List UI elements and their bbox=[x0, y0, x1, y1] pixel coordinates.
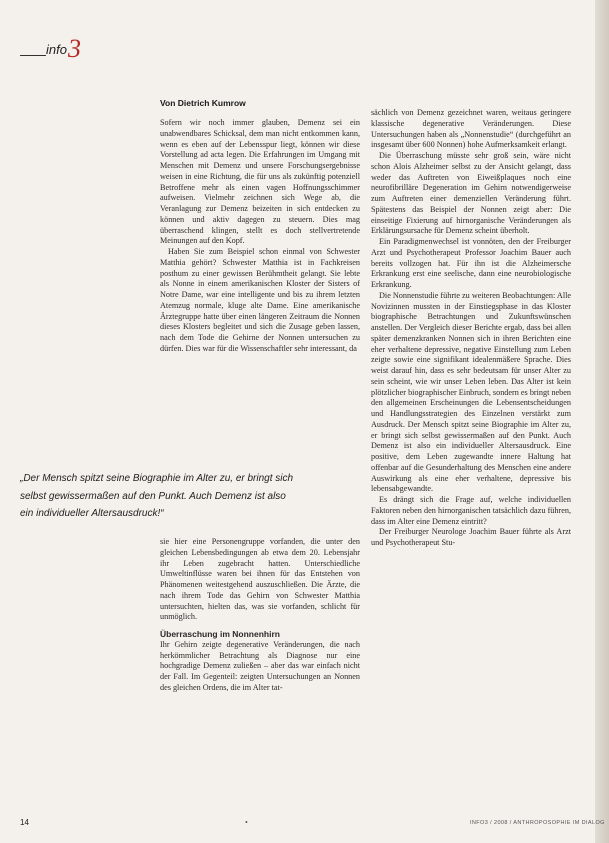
article-column-left-top bbox=[160, 118, 360, 355]
pull-quote bbox=[20, 470, 368, 523]
paragraph: Die Nonnenstudie führte zu weiteren Beobachtungen: Alle Novizinnen mussten in der Einstiegsphase in das Kloster biographische Betrachtungen und Zukunftswünschen anstellen. Der Vergleich dieser Berichte ergab, dass bei allen später demenzkranken Nonnen sich in ihren Berichten eine eher verhaltene depressive, negative Einstellung zum Leben zeigte sowie eine signifikant idealenmäßere Sprache. Dies weist darauf hin, dass es sehr bedeutsam für unser Alter zu sein scheint, wie wir unser Leben leben. Das Alter ist kein plötzlicher biographischer Einbruch, sondern es bringt neben den allgemeinen Erscheinungen die Lebensentscheidungen und Handlungsstrategien des Einzelnen verstärkt zum Ausdruck. Der Mensch spitzt seine Biographie im Alter zu, er bringt sich selbst gewissermaßen auf den Punkt. Auch Demenz ist also ein individueller Altersausdruck. Eine positive, dem Leben zugewandte innere Haltung hat offenbar auf die Gesunderhaltung des Menschen eine andere Auswirkung als eine eher verhaltene, depressive bis lebensabgewandte. bbox=[371, 290, 571, 494]
author-byline: Von Dietrich Kumrow bbox=[160, 98, 246, 108]
logo-number: 3 bbox=[68, 34, 81, 63]
logo-rule bbox=[20, 55, 46, 56]
paragraph: Der Freiburger Neurologe Joachim Bauer führte als Arzt und Psychotherapeut Stu- bbox=[371, 527, 571, 547]
paragraph: Die Überraschung müsste sehr groß sein, wäre nicht schon Alois Alzheimer selbst zu der Ansicht gelangt, dass weder das Auftreten von Eiweißplaques noch eine neurofibrilläre Degeneration im Gehirn notwendigerweise zum Auftreten einer demenziellen Veränderung führt. Spätestens das Beispiel der Nonnen zeigt aber: Die einseitige Fixierung auf hirnorganische Veränderungen als Erklärungsursache für Demenz scheint überholt. bbox=[371, 151, 571, 236]
article-column-left-bottom bbox=[160, 537, 360, 694]
page-number: 14 bbox=[20, 818, 29, 827]
paragraph: sie hier eine Personengruppe vorfanden, die unter den gleichen Lebensbedingungen ab etwa dem 20. Lebensjahr ihr Leben zugebracht hatten. Unterschiedliche Umweltinflüsse waren bei ihnen für das Entstehen von Phänomenen weitestgehend auszuschließen. Die Ärzte, die nach ihrem Tode das Gehirn von Schwester Matthia untersuchten, hielten das, was sie vorfanden, schlicht für unmöglich. bbox=[160, 537, 360, 622]
paragraph: Haben Sie zum Beispiel schon einmal von Schwester Matthia gehört? Schwester Matthia ist in Fachkreisen posthum zu einer gewissen Berühmtheit gelangt. Sie lebte als Nonne in einem amerikanischen Kloster der Sisters of Notre Dame, war eine intelligente und bis zu ihrem letzten Atemzug normale, kluge alte Dame. Eine amerikanische Ärztegruppe hatte über einen längeren Zeitraum die Nonnen dieses Klosters begleitet und sich die Zusage geben lassen, nach dem Tode die Gehirne der Nonnen untersuchen zu dürfen. Dies war für die Wissenschaftler sehr interessant, da bbox=[160, 247, 360, 353]
section-subheading: Überraschung im Nonnenhirn bbox=[160, 629, 280, 639]
paragraph: Ihr Gehirn zeigte degenerative Veränderungen, die nach herkömmlicher Betrachtung als Diagnose nur eine hochgradige Demenz zuließen – aber das war einfach nicht der Fall. Im Gegenteil: zeigten Untersuchungen an Nonnen des gleichen Ordens, die im Alter tat- bbox=[160, 639, 360, 692]
footer-dot: • bbox=[245, 818, 248, 827]
page-edge bbox=[595, 0, 609, 843]
paragraph: Ein Paradigmenwechsel ist vonnöten, den der Freiburger Arzt und Psychotherapeut Professor Joachim Bauer auch bereits vollzogen hat. Für ihn ist die Alzheimersche Erkrankung erst eine seelische, dann eine neurobiologische Erkrankung. bbox=[371, 237, 571, 289]
paragraph: Sofern wir noch immer glauben, Demenz sei ein unabwendbares Schicksal, dem man nicht entkommen kann, wenn es eben auf der Lebensspur liegt, können wir diese Vorstellung ad acta legen. Die Erfahrungen im Umgang mit Menschen mit Demenz und unsere Forschungsergebnisse weisen in eine Richtung, die für uns als zukünftig potenziell Betroffene mehr als einen vagen Hoffnungsschimmer aufweisen. Vielmehr zeichnen sich Wege ab, die Veranlagung zur Demenz beizeiten in sich entdecken zu können und aktiv dagegen zu steuern. Dies mag überraschend klingen, stellt es doch stellvertretende Meinungen auf den Kopf. bbox=[160, 118, 360, 246]
footer-magazine-line: INFO3 / 2008 / ANTHROPOSOPHIE IM DIALOG bbox=[470, 820, 605, 826]
article-column-right bbox=[371, 108, 571, 549]
paragraph: sächlich von Demenz gezeichnet waren, weitaus geringere klassische degenerative Veränderungen. Diese Untersuchungen haben als „Nonnenstudie“ (durchgeführt an insgesamt über 600 Nonnen) hohe Aufmerksamkeit erlangt. bbox=[371, 108, 571, 150]
pull-quote-line: „Der Mensch spitzt seine Biographie im Alter zu, er bringt sich bbox=[20, 473, 294, 484]
magazine-logo bbox=[20, 34, 81, 64]
pull-quote-line: selbst gewissermaßen auf den Punkt. Auch Demenz ist also bbox=[20, 490, 286, 502]
paragraph: Es drängt sich die Frage auf, welche individuellen Faktoren neben den hirnorganischen tatsächlich dazu führen, dass im Alter eine Demenz eintritt? bbox=[371, 495, 571, 526]
logo-text: info bbox=[46, 42, 67, 57]
pull-quote-line: ein individueller Altersausdruck!“ bbox=[20, 508, 164, 519]
